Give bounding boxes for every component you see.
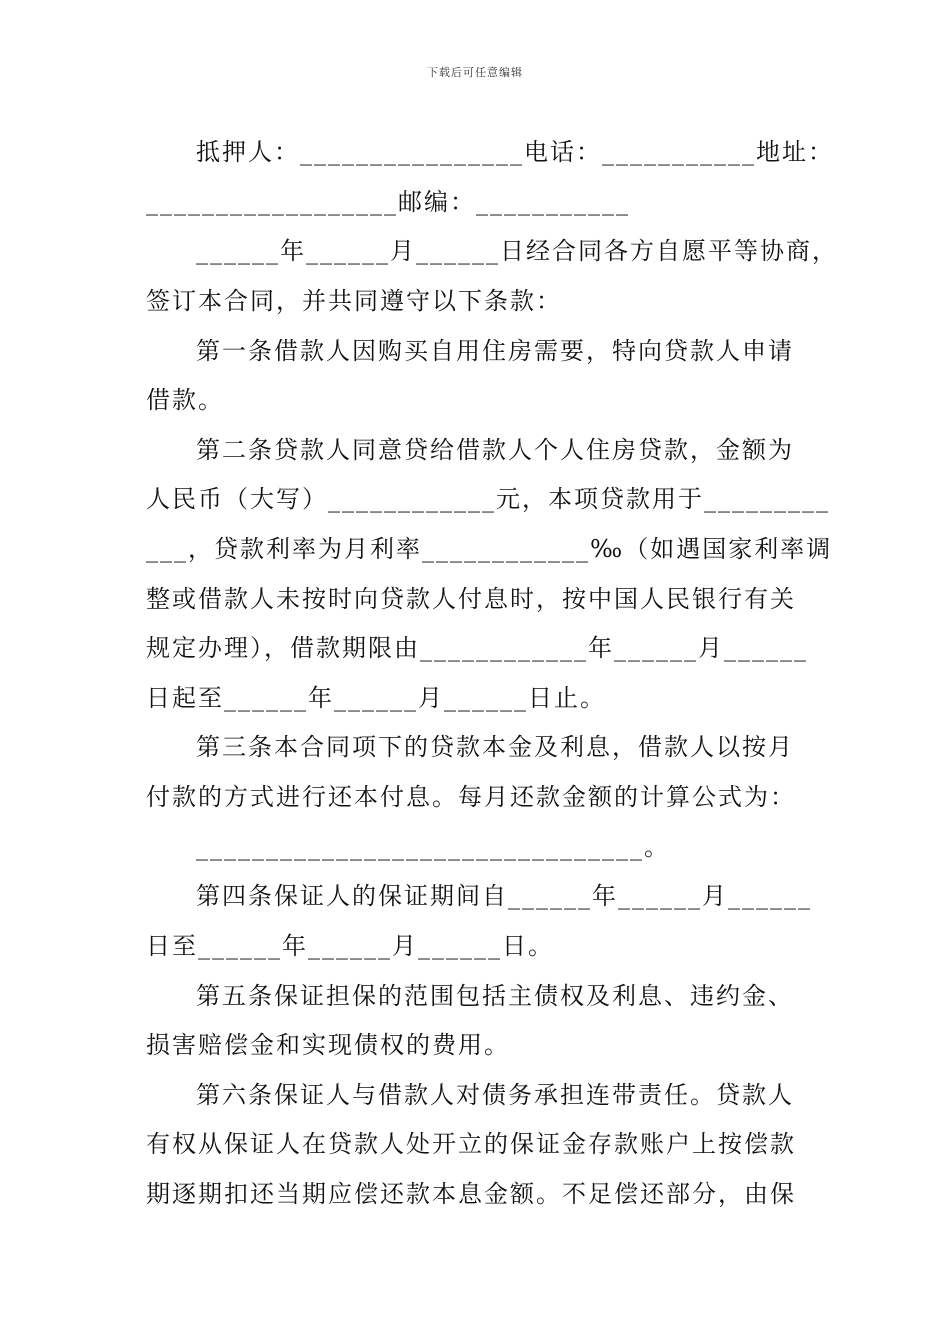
text-line: ___，贷款利率为月利率____________‰（如遇国家利率调 (146, 535, 833, 563)
text-line: 整或借款人未按时向贷款人付息时，按中国人民银行有关 (146, 585, 796, 613)
text-line: 第三条本合同项下的贷款本金及利息，借款人以按月 (196, 733, 794, 761)
text-line: 第二条贷款人同意贷给借款人个人住房贷款，金额为 (196, 436, 794, 464)
text-line: ______年______月______日经合同各方自愿平等协商， (196, 237, 838, 265)
text-line: 规定办理），借款期限由____________年______月______ (146, 634, 808, 662)
text-line: 日起至______年______月______日止。 (146, 684, 606, 712)
text-line: 第一条借款人因购买自用住房需要，特向贷款人申请 (196, 337, 794, 365)
text-line: 第六条保证人与借款人对债务承担连带责任。贷款人 (196, 1081, 794, 1109)
page-header: 下载后可任意编辑 (427, 66, 523, 79)
text-line: 人民币（大写）____________元，本项贷款用于_________ (146, 485, 830, 513)
text-line: 损害赔偿金和实现债权的费用。 (146, 1031, 510, 1059)
text-line: __________________邮编：___________ (146, 188, 630, 216)
text-line: 有权从保证人在贷款人处开立的保证金存款账户上按偿款 (146, 1130, 796, 1158)
text-line: ________________________________。 (196, 833, 670, 861)
text-line: 抵押人：________________电话：___________地址： (196, 138, 834, 166)
text-line: 签订本合同，并共同遵守以下条款： (146, 287, 562, 315)
text-line: 期逐期扣还当期应偿还款本息金额。不足偿还部分，由保 (146, 1180, 796, 1208)
text-line: 付款的方式进行还本付息。每月还款金额的计算公式为： (146, 783, 796, 811)
text-line: 第四条保证人的保证期间自______年______月______ (196, 882, 812, 910)
text-line: 第五条保证担保的范围包括主债权及利息、违约金、 (196, 982, 794, 1010)
text-line: 借款。 (146, 386, 224, 414)
text-line: 日至______年______月______日。 (146, 932, 554, 960)
